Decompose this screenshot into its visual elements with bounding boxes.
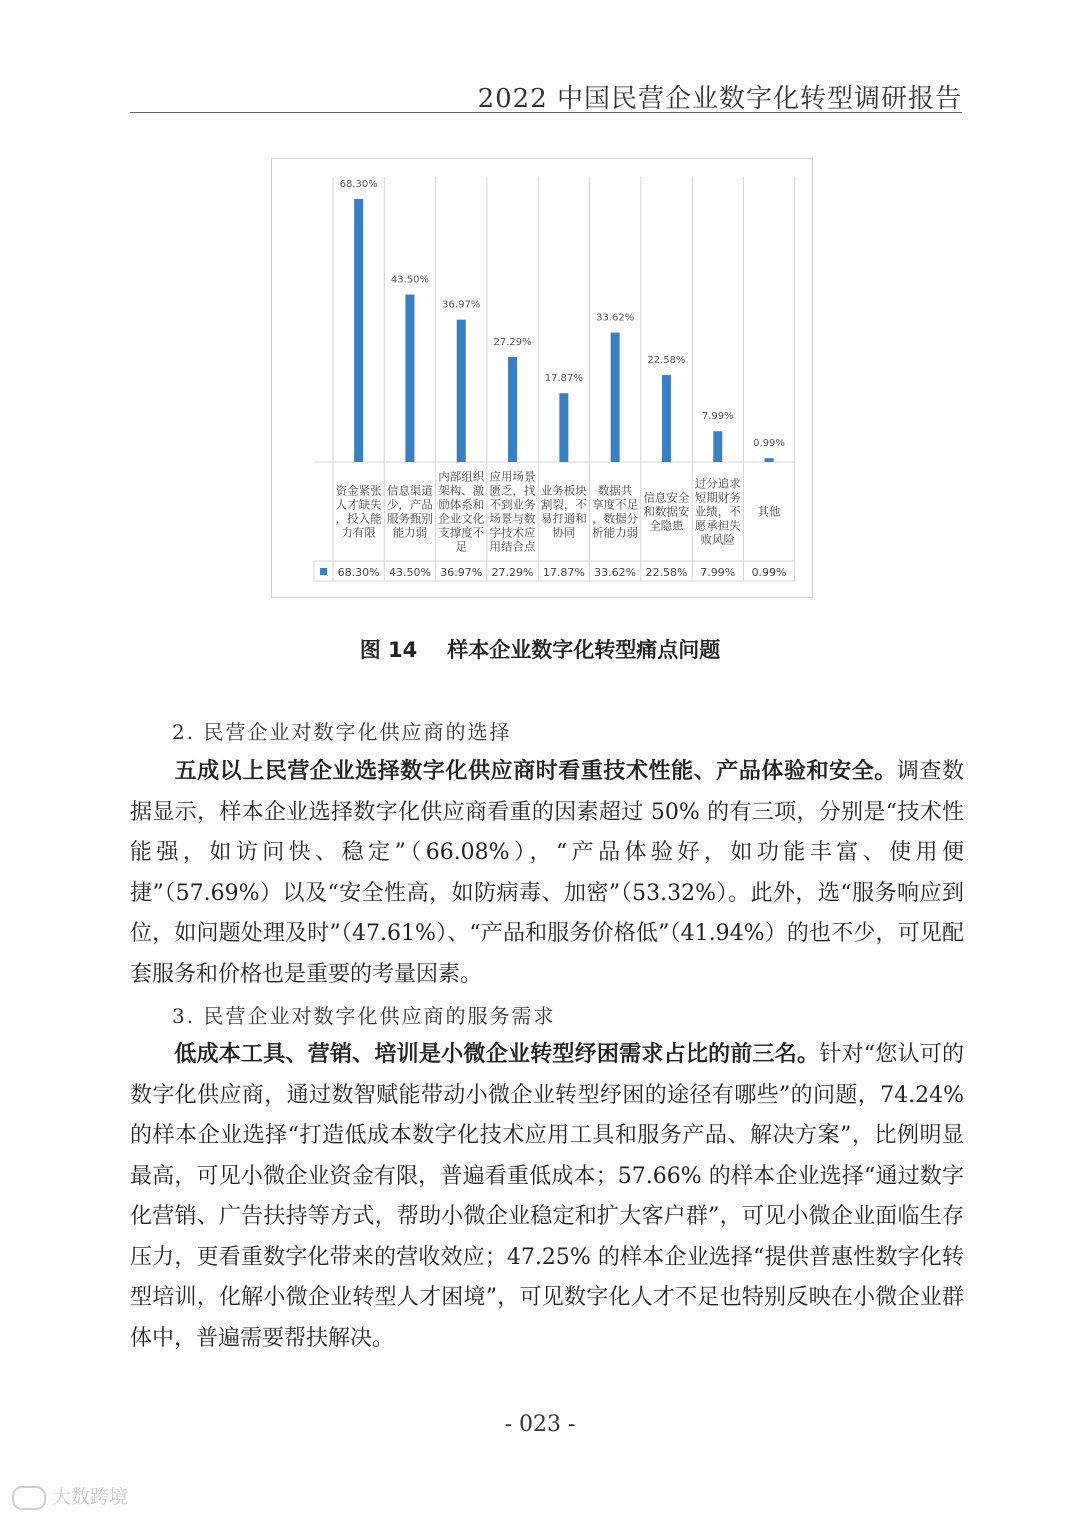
table-value-cell: 68.30% <box>337 566 380 579</box>
table-value-cell: 33.62% <box>594 566 637 579</box>
report-header-title: 2022 中国民营企业数字化转型调研报告 <box>477 84 962 114</box>
table-value-cell: 43.50% <box>388 566 431 579</box>
legend-key <box>320 568 327 575</box>
chart-figure <box>271 158 813 598</box>
section-3-body: 针对“您认可的数字化供应商，通过数智赋能带动小微企业转型纾困的途径有哪些”的问题，74.24% 的样本企业选择“打造低成本数字化技术应用工具和服务产品、解决方案”，比例明显最高，可见小微企业资金有限，普遍看重低成本；57.66% 的样本企业选择“通过数字化营销、广告扶持等方式，帮助小微企业稳定和扩大客户群”，可见小微企业面临生存压力，更看重数字化带来的营收效应；47.25% 的样本企业选择“提供普惠性数字化转型培训，化解小微企业转型人才困境”，可见数字化人才不足也特别反映在小微企业群体中，普遍需要帮扶解决。 <box>130 1042 964 1351</box>
chart-bar <box>405 294 414 462</box>
section-2-paragraph <box>130 752 964 995</box>
section-2-heading: 2. 民营企业对数字化供应商的选择 <box>172 720 512 744</box>
chart-bar <box>662 375 671 462</box>
figure-caption <box>0 634 1080 664</box>
header-divider <box>130 112 962 113</box>
chart-bar <box>713 431 722 462</box>
category-label: 应用场景匮乏，找不到业务场景与数字技术应用结合点 <box>489 469 536 554</box>
watermark <box>12 1482 128 1510</box>
table-value-cell: 17.87% <box>542 566 585 579</box>
chart-bar <box>508 357 517 462</box>
chart-bar <box>765 458 774 462</box>
bar-value-label: 7.99% <box>701 411 734 423</box>
bar-chart <box>272 159 812 597</box>
category-label: 内部组织架构、激励体系和企业文化支撑度不足 <box>438 469 485 554</box>
section-3-paragraph <box>130 1035 964 1359</box>
weibo-logo-icon <box>12 1486 46 1510</box>
table-value-cell: 22.58% <box>645 566 688 579</box>
caption-number: 图 14 <box>359 638 418 662</box>
chart-bar <box>354 199 363 462</box>
section-2-lead: 五成以上民营企业选择数字化供应商时看重技术性能、产品体验和安全。 <box>174 759 897 784</box>
category-label: 数据共享度不足，数据分析能力弱 <box>592 483 639 540</box>
bar-value-label: 27.29% <box>493 336 532 348</box>
bar-value-label: 68.30% <box>339 179 378 190</box>
caption-title: 样本企业数字化转型痛点问题 <box>447 638 721 662</box>
table-value-cell: 36.97% <box>440 566 483 579</box>
table-value-cell: 27.29% <box>491 566 534 579</box>
table-value-cell: 0.99% <box>751 566 787 579</box>
section-3-heading: 3. 民营企业对数字化供应商的服务需求 <box>172 1004 556 1028</box>
bar-value-label: 43.50% <box>390 274 430 286</box>
table-value-cell: 7.99% <box>700 566 736 579</box>
page-number: - 023 - <box>504 1412 576 1437</box>
bar-value-label: 17.87% <box>544 373 583 385</box>
bar-value-label: 0.99% <box>753 438 785 450</box>
bar-value-label: 36.97% <box>442 299 481 311</box>
section-3-lead: 低成本工具、营销、培训是小微企业转型纾困需求占比的前三名。 <box>174 1042 820 1067</box>
category-label: 业务板块割裂，不易打通和协同 <box>540 483 587 540</box>
bar-value-label: 22.58% <box>647 355 686 367</box>
bar-value-label: 33.62% <box>596 312 635 324</box>
chart-bar <box>457 320 466 462</box>
category-label: 信息渠道少，产品服务甄别能力弱 <box>386 483 433 540</box>
category-label: 信息安全和数据安全隐患 <box>643 490 690 533</box>
watermark-text: 大数跨境 <box>52 1486 129 1508</box>
category-label: 其他 <box>757 504 781 519</box>
category-label: 过分追求短期财务业绩，不愿承担失败风险 <box>694 476 741 547</box>
chart-bar <box>611 333 620 462</box>
category-label: 资金紧张人才缺失，投入能力有限 <box>335 483 382 540</box>
chart-bar <box>559 393 568 462</box>
section-2-body: 调查数据显示，样本企业选择数字化供应商看重的因素超过 50% 的有三项，分别是“技术性能强，如访问快、稳定”（66.08%），“产品体验好，如功能丰富、使用便捷”（57.69%）以及“安全性高，如防病毒、加密”（53.32%）。此外，选“服务响应到位，如问题处理及时”（47.61%）、“产品和服务价格低”（41.94%）的也不少，可见配套服务和价格也是重要的考量因素。 <box>130 759 964 987</box>
